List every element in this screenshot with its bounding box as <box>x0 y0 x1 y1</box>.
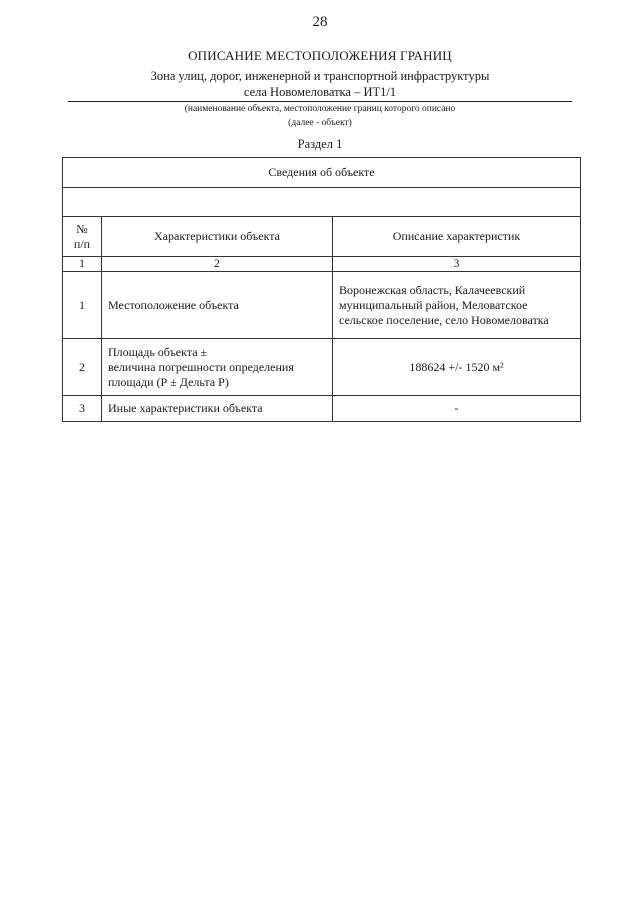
row-number: 3 <box>63 396 102 422</box>
row-characteristic <box>102 272 333 339</box>
column-number: 2 <box>102 257 333 272</box>
cell-text-line: величина погрешности определения <box>108 359 294 374</box>
section-label: Раздел 1 <box>297 137 343 151</box>
column-number: 3 <box>333 257 581 272</box>
page-number: 28 <box>312 14 328 30</box>
document-title: ОПИСАНИЕ МЕСТОПОЛОЖЕНИЯ ГРАНИЦ <box>188 48 452 63</box>
column-header-row <box>63 217 581 257</box>
cell-text-line: сельское поселение, село Новомеловатка <box>339 312 549 327</box>
row-characteristic <box>102 396 333 422</box>
cell-text-line: Местоположение объекта <box>108 297 239 312</box>
row-number: 2 <box>63 339 102 396</box>
table-blank-row <box>63 188 581 217</box>
title-underline <box>68 101 572 102</box>
caption-note-line-2: (далее - объект) <box>288 118 352 128</box>
column-header-description: Описание характеристик <box>333 217 581 257</box>
column-number: 1 <box>63 257 102 272</box>
column-header-characteristics: Характеристики объекта <box>102 217 333 257</box>
row-number: 1 <box>63 272 102 339</box>
cell-text-line: 188624 +/- 1520 м² <box>409 359 504 374</box>
column-header-num-symbol: № <box>76 221 88 236</box>
table-row <box>63 339 581 396</box>
caption-note-line-1: (наименование объекта, местоположение границ которого описано <box>184 104 456 114</box>
object-info-table <box>62 157 581 422</box>
column-number-row <box>63 257 581 272</box>
object-name-line-2: села Новомеловатка – ИТ1/1 <box>243 85 397 99</box>
row-description <box>333 396 581 422</box>
cell-text-line: муниципальный район, Меловатское <box>339 297 528 312</box>
column-header-num <box>63 217 102 257</box>
row-characteristic <box>102 339 333 396</box>
table-row <box>63 272 581 339</box>
blank-cell <box>63 188 581 217</box>
cell-text-line: площади (Р ± Дельта Р) <box>108 374 229 389</box>
table-row <box>63 396 581 422</box>
row-description <box>333 272 581 339</box>
cell-text-line: Воронежская область, Калачеевский <box>339 282 526 297</box>
object-name-line-1: Зона улиц, дорог, инженерной и транспортной инфраструктуры <box>150 69 490 83</box>
cell-text-line: Иные характеристики объекта <box>108 401 263 415</box>
table-header-row <box>63 158 581 188</box>
row-description <box>333 339 581 396</box>
cell-text-line: Площадь объекта ± <box>108 344 208 359</box>
cell-text-line: - <box>454 401 459 415</box>
table-header: Сведения об объекте <box>63 158 581 188</box>
column-header-num-abbr: п/п <box>73 236 91 251</box>
